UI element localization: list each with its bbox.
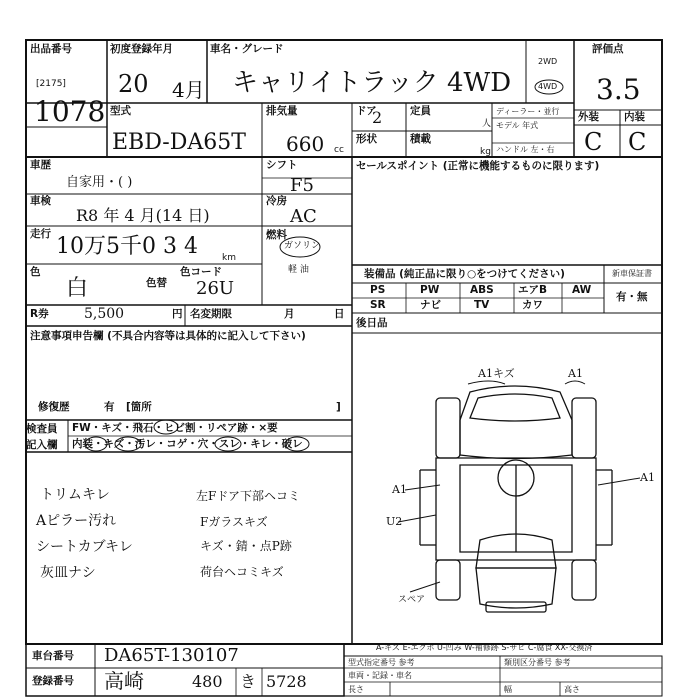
displacement-value: 660 — [286, 132, 325, 156]
damage-legend: A-キズ E-エクボ U-凹み W-補修跡 S-サビ C-腐食 XX-交換済 — [376, 643, 593, 652]
diagram-mark-front-2: A1 — [568, 367, 583, 380]
equip-wheels: カワ — [522, 299, 543, 311]
diagram-mark-left-2: U2 — [386, 515, 403, 528]
capacity-label: 定員 — [410, 105, 431, 117]
first-registration-label: 初度登録年月 — [110, 43, 173, 55]
equip-abs: ABS — [470, 284, 494, 296]
grade-score: 3.5 — [596, 73, 641, 106]
color-value: 白 — [66, 276, 89, 301]
lot-number: 1078 — [34, 95, 106, 128]
height-label: 高さ — [564, 685, 580, 694]
equip-airbag: エアB — [518, 284, 548, 296]
aircon-label: 冷房 — [266, 195, 287, 207]
handwritten-note-1: トリムキレ — [40, 487, 110, 503]
history-value: 自家用・( ) — [66, 175, 133, 190]
recycle-label: R券 — [30, 308, 49, 320]
handwritten-note-3: シートカブキレ — [36, 539, 133, 555]
recycle-unit: 円 — [172, 308, 183, 320]
interior-label: 内装 — [624, 111, 645, 123]
plate-number-label: 登録番号 — [32, 675, 74, 687]
mileage-value: 10万5千0 3 4 — [56, 234, 198, 259]
inspector-label: 検査員 — [26, 423, 58, 435]
inspector-row2: 内装・キズ・汚レ・コゲ・穴・スレ・キレ・破レ — [72, 438, 303, 450]
sales-point-label: セールスポイント (正常に機能するものに限ります) — [356, 160, 600, 172]
vehicle-damage-diagram — [420, 386, 612, 612]
model-code: EBD-DA65T — [112, 130, 246, 155]
aircon-value: AC — [290, 206, 317, 227]
handwritten-note-7: キズ・錆・点P跡 — [200, 539, 292, 553]
fuel-label: 燃料 — [266, 229, 287, 241]
width-label: 幅 — [504, 685, 512, 694]
repair-location-label: [箇所 — [126, 401, 152, 413]
shift-value: F5 — [290, 175, 314, 196]
repair-location-close: ] — [336, 401, 341, 413]
fuel-diesel: 軽 油 — [288, 265, 309, 275]
color-shade-label: 色替 — [146, 277, 167, 289]
title-change-day: 日 — [334, 308, 345, 320]
doors-value: 2 — [372, 108, 383, 127]
equip-aw: AW — [572, 284, 592, 296]
handwritten-note-5: 左Fドア下部ヘコミ — [196, 489, 300, 503]
displacement-label: 排気量 — [266, 105, 298, 117]
shape-label: 形状 — [356, 133, 377, 145]
equip-pw: PW — [420, 284, 440, 296]
exterior-grade: C — [584, 128, 603, 156]
shift-label: シフト — [266, 159, 298, 171]
equipment-label: 装備品 (純正品に限り○をつけてください) — [364, 268, 565, 280]
mileage-unit: km — [222, 253, 236, 263]
car-name: キャリイトラック 4WD — [232, 68, 512, 98]
lot-sub-code: [2175] — [36, 79, 66, 89]
notes-label: 注意事項申告欄 (不具合内容等は具体的に記入して下さい) — [30, 330, 306, 342]
plate-kana: き — [240, 672, 257, 691]
inspection-value: R8 年 4 月(14 日) — [76, 206, 210, 225]
chassis-number-label: 車台番号 — [32, 650, 74, 662]
capacity-unit: 人 — [482, 119, 492, 129]
equip-navi: ナビ — [420, 299, 441, 311]
new-car-warranty-value: 有・無 — [616, 291, 648, 303]
registration-month: 4月 — [172, 78, 205, 102]
exterior-label: 外装 — [578, 111, 599, 123]
load-label: 積載 — [410, 133, 431, 145]
plate-region: 高崎 — [104, 669, 144, 693]
handle-label: ハンドル 左・右 — [496, 145, 555, 154]
registration-year: 20 — [118, 70, 149, 98]
repair-history-label: 修復歴 — [38, 401, 70, 413]
lot-number-label: 出品番号 — [30, 43, 72, 55]
displacement-unit: cc — [334, 145, 344, 155]
color-code-label: 色コード — [180, 266, 222, 278]
handwritten-note-2: Aピラー汚れ — [36, 513, 117, 529]
mileage-label: 走行 — [30, 228, 51, 240]
drive-2wd: 2WD — [538, 57, 558, 66]
doors-label: ドア — [356, 105, 377, 117]
model-designation-label: 型式指定番号 参考 — [348, 658, 415, 667]
category-number-label: 類別区分番号 参考 — [504, 658, 571, 667]
chassis-number: DA65T-130107 — [104, 645, 239, 666]
diagram-mark-left-1: A1 — [392, 483, 407, 496]
equip-ps: PS — [370, 284, 386, 296]
dealer-label: ディーラー・並行 — [496, 107, 560, 116]
repair-history-has: 有 — [104, 401, 115, 413]
plate-digits: 5728 — [266, 672, 307, 691]
diagram-mark-front-1: A1キズ — [478, 367, 515, 380]
title-change-label: 名変期限 — [190, 308, 232, 320]
diagram-mark-rear: スペア — [398, 595, 426, 605]
load-unit: kg — [480, 147, 491, 157]
equip-sr: SR — [370, 299, 386, 311]
inspection-label: 車検 — [30, 195, 51, 207]
inspector-row1: FW・キズ・飛石・ヒビ割・リペア跡・×要 — [72, 422, 278, 434]
recycle-value: 5,500 — [84, 306, 125, 322]
plate-class: 480 — [192, 672, 223, 691]
color-label: 色 — [30, 266, 41, 278]
car-name-label: 車名・グレード — [210, 43, 284, 55]
extra-label: 車両・記録・車名 — [348, 671, 412, 680]
title-change-month: 月 — [284, 308, 295, 320]
handwritten-note-8: 荷台ヘコミキズ — [200, 565, 284, 579]
model-label: 型式 — [110, 105, 131, 117]
handwritten-note-4: 灰皿ナシ — [40, 565, 96, 581]
history-label: 車歴 — [30, 159, 51, 171]
entry-label: 記入欄 — [26, 439, 58, 451]
model-year-label: モデル 年式 — [496, 121, 539, 130]
color-code: 26U — [196, 278, 235, 299]
handwritten-note-6: Fガラスキズ — [200, 515, 268, 529]
drive-4wd: 4WD — [538, 82, 558, 91]
grade-score-label: 評価点 — [592, 43, 624, 55]
fuel-gasoline: ガソリン — [284, 241, 321, 251]
new-car-warranty-label: 新車保証書 — [612, 269, 652, 278]
diagram-mark-right: A1 — [640, 471, 655, 484]
length-label: 長さ — [348, 685, 364, 694]
interior-grade: C — [628, 128, 647, 156]
rear-seat-label: 後日品 — [356, 317, 388, 329]
equip-tv: TV — [474, 299, 490, 311]
